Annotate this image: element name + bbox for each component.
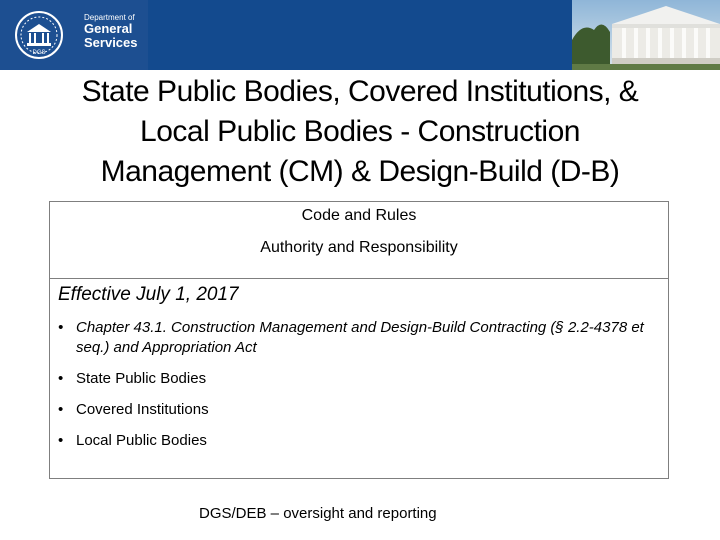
logo-small-text: Department of <box>84 13 135 22</box>
capitol-building-photo <box>572 0 720 70</box>
box-divider <box>50 278 668 279</box>
seal-icon <box>14 10 64 60</box>
footer-text: DGS/DEB – oversight and reporting <box>199 505 437 522</box>
title-line-2: Local Public Bodies - Construction <box>140 115 580 148</box>
title-line-1: State Public Bodies, Covered Institutions, & <box>81 75 639 108</box>
effective-date: Effective July 1, 2017 <box>58 284 239 305</box>
title-line-3: Management (CM) & Design-Build (D-B) <box>100 155 620 188</box>
logo-services: Services <box>84 35 138 51</box>
svg-text:DGS: DGS <box>32 50 46 56</box>
content-box <box>49 201 669 479</box>
header-banner <box>0 0 720 70</box>
logo-general: General <box>84 21 133 37</box>
list-item: • Covered Institutions <box>58 400 648 420</box>
logo-text <box>84 14 138 50</box>
slide-title <box>20 72 700 192</box>
dgs-logo <box>0 0 148 70</box>
list-item: • Chapter 43.1. Construction Management and Design-Build Contracting (§ 2.2-4378 et seq.) and Appropriation Act <box>58 318 648 358</box>
authority-heading: Authority and Responsibility <box>260 239 458 256</box>
bullet-list <box>58 318 648 462</box>
list-item: • State Public Bodies <box>58 369 648 389</box>
code-and-rules-heading: Code and Rules <box>301 207 417 224</box>
list-item: • Local Public Bodies <box>58 431 648 451</box>
